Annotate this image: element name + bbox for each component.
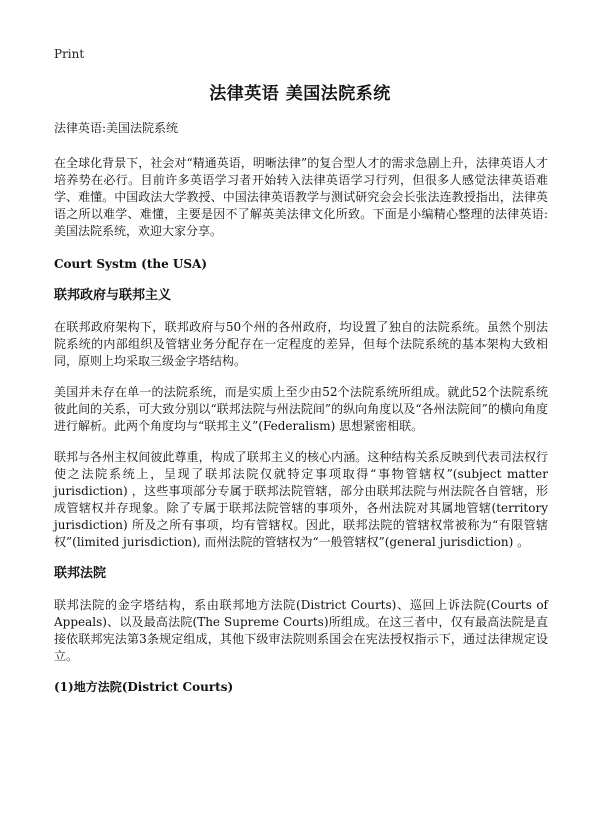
section-heading-federal-courts: 联邦法院 [54, 566, 107, 581]
article-body [54, 120, 548, 696]
page-title: 法律英语 美国法院系统 [209, 84, 391, 104]
federalism-paragraph-2: 美国并未存在单一的法院系统，而是实质上至少由52个法院系统所组成。就此52个法院系统彼此间的关系，可大致分别以“联邦法院与州法院间”的纵向角度以及“各州法院间”的横向角度进行解析。此两个角度均与“联邦主义”(Federalism) 思想紧密相联。 [54, 385, 548, 433]
section-heading-district-courts: (1)地方法院(District Courts) [54, 680, 234, 694]
section-heading-court-system: Court Systm (the USA) [54, 257, 208, 271]
federalism-paragraph-3: 联邦与各州主权间彼此尊重，构成了联邦主义的核心内涵。这种结构关系反映到代表司法权行使之法院系统上，呈现了联邦法院仅就特定事项取得“事物管辖权”(subject matter jurisdiction) ，这些事项部分专属于联邦法院管辖，部分由联邦法院与州法院各自管辖，形成管辖权并存现象。除了专属于联邦法院管辖的事项外，各州法院对其属地管辖(territory jurisdiction) 所及之所有事项，均有管辖权。因此，联邦法院的管辖权常被称为“有限管辖权”(limited jurisdiction), 而州法院的管辖权为“一般管辖权”(general jurisdiction) 。 [54, 450, 548, 549]
article-subtitle: 法律英语:美国法院系统 [54, 121, 179, 135]
federalism-paragraph-1: 在联邦政府架构下，联邦政府与50个州的各州政府，均设置了独自的法院系统。虽然个别法院系统的内部组织及管辖业务分配存在一定程度的差异，但每个法院系统的基本架构大致相同，原则上均采取三级金字塔结构。 [54, 320, 548, 368]
print-link[interactable]: Print [54, 47, 85, 61]
intro-paragraph: 在全球化背景下，社会对“精通英语，明晰法律”的复合型人才的需求急剧上升，法律英语人才培养势在必行。目前许多英语学习者开始转入法律英语学习行列，但很多人感觉法律英语难学、难懂。中国政法大学教授、中国法律英语教学与测试研究会会长张法连教授指出，法律英语之所以难学、难懂，主要是因不了解英美法律文化所致。下面是小编精心整理的法律英语:美国法院系统，欢迎大家分享。 [54, 156, 548, 238]
federal-courts-paragraph: 联邦法院的金字塔结构，系由联邦地方法院(District Courts)、巡回上诉法院(Courts of Appeals)、以及最高法院(The Supreme Courts)所组成。在这三者中，仅有最高法院是直接依联邦宪法第3条规定组成，其他下级审法院则系国会在宪法授权指示下，通过法律规定设立。 [54, 598, 548, 663]
section-heading-federalism: 联邦政府与联邦主义 [54, 288, 172, 303]
